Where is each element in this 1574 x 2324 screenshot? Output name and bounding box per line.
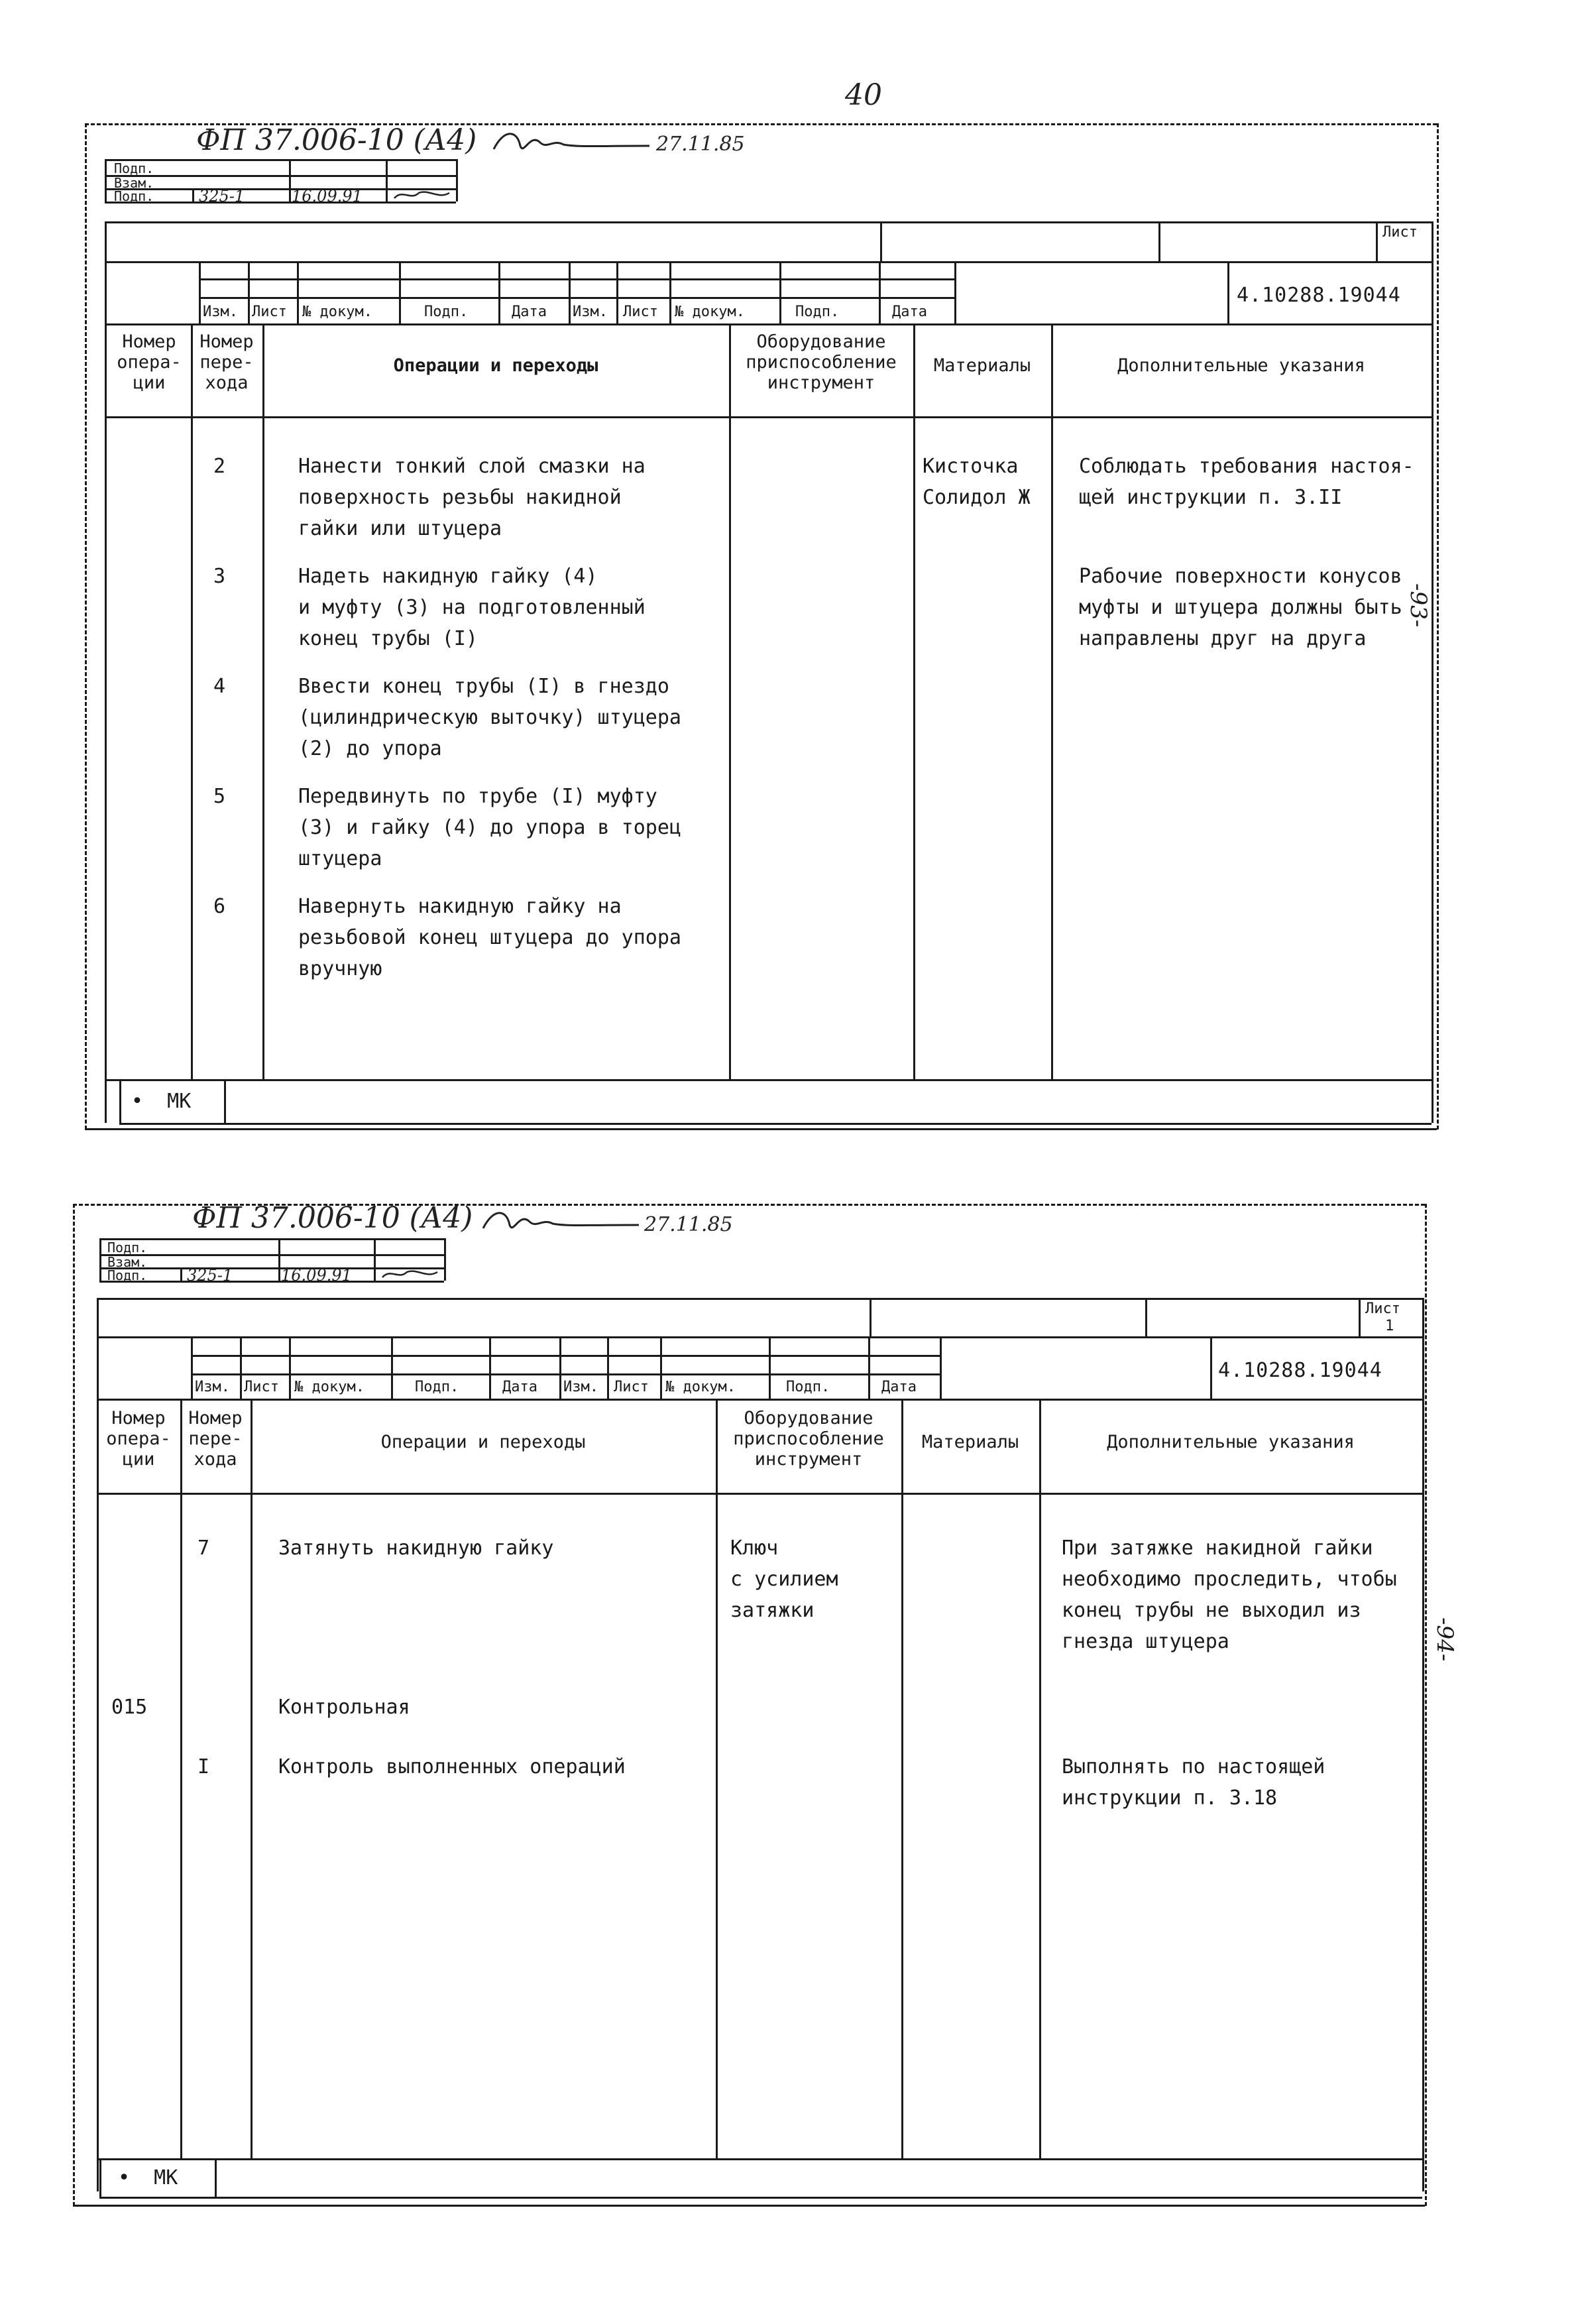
materials-text: Кисточка Солидол Ж — [923, 455, 1031, 509]
stamp-value: 16.09.91 — [292, 187, 363, 205]
revision-label: Лист — [623, 304, 658, 320]
side-page-number: -94- — [1432, 1617, 1458, 1662]
step-number: 3 — [213, 565, 226, 588]
revision-label: Подп. — [424, 304, 469, 320]
header-operations: Операции и переходы — [393, 355, 598, 376]
signature-date: 27.11.85 — [644, 1213, 733, 1236]
operation-text: Контроль выполненных операций — [278, 1755, 626, 1778]
footer-mark: • МК — [118, 2166, 178, 2189]
notes-text: Соблюдать требования настоя- щей инструкции п. 3.II — [1079, 455, 1414, 509]
sheet-label: Лист — [1365, 1301, 1400, 1317]
notes-text: Выполнять по настоящей инструкции п. 3.18 — [1062, 1755, 1325, 1810]
footer-mark: • МК — [131, 1090, 192, 1113]
revision-label: № докум. — [294, 1379, 365, 1395]
notes-text: Рабочие поверхности конусов муфты и штуцера должны быть направлены друг на друга — [1079, 565, 1402, 650]
header-op-no: Номер опера-ции — [106, 1408, 171, 1470]
revision-label: Дата — [892, 304, 927, 320]
form-code: ФП 37.006-10 (А4) — [196, 123, 477, 157]
side-page-number: -93- — [1405, 583, 1432, 628]
revision-label: Подп. — [786, 1379, 830, 1395]
operation-text: Передвинуть по трубе (I) муфту (3) и гайку (4) до упора в торец штуцера — [298, 785, 681, 870]
step-number: 7 — [197, 1537, 210, 1560]
sheet-number: 1 — [1385, 1318, 1394, 1334]
header-notes: Дополнительные указания — [1117, 355, 1365, 376]
header-equipment: Оборудование приспособление инструмент — [746, 331, 897, 394]
signature — [490, 126, 656, 159]
signature — [480, 1205, 646, 1238]
header-materials: Материалы — [933, 355, 1031, 376]
revision-label: Дата — [502, 1379, 537, 1395]
revision-label: № докум. — [665, 1379, 736, 1395]
step-number: I — [197, 1755, 210, 1778]
header-equipment: Оборудование приспособление инструмент — [733, 1408, 884, 1470]
page-top-number: 40 — [845, 78, 882, 112]
stamp-label: Подп. — [114, 188, 154, 204]
revision-label: № докум. — [302, 304, 372, 320]
header-step-no: Номер пере-хода — [199, 331, 254, 394]
revision-label: Изм. — [195, 1379, 230, 1395]
stamp-label: Взам. — [114, 175, 154, 191]
operation-text: Навернуть накидную гайку на резьбовой конец штуцера до упора вручную — [298, 895, 681, 980]
revision-label: Изм. — [573, 304, 608, 320]
header-step-no: Номер пере-хода — [188, 1408, 243, 1470]
equipment-text: Ключ с усилием затяжки — [730, 1537, 838, 1622]
revision-label: Лист — [252, 304, 287, 320]
stamp-label: Подп. — [107, 1240, 148, 1255]
operation-text: Ввести конец трубы (I) в гнездо (цилиндрическую выточку) штуцера (2) до упора — [298, 675, 681, 760]
step-number: 5 — [213, 785, 226, 808]
header-operations: Операции и переходы — [380, 1432, 586, 1452]
stamp-label: Подп. — [107, 1267, 148, 1283]
stamp-label: Подп. — [114, 160, 154, 176]
revision-label: Изм. — [563, 1379, 598, 1395]
operation-number: 015 — [111, 1696, 148, 1719]
operation-text: Надеть накидную гайку (4) и муфту (3) на подготовленный конец трубы (I) — [298, 565, 646, 650]
revision-label: Дата — [512, 304, 547, 320]
revision-label: Дата — [881, 1379, 917, 1395]
header-materials: Материалы — [921, 1432, 1019, 1452]
form-code: ФП 37.006-10 (А4) — [192, 1201, 473, 1235]
stamp-value: 325-1 — [199, 187, 245, 205]
sheet-label: Лист — [1382, 224, 1418, 241]
revision-label: Лист — [614, 1379, 649, 1395]
operation-text: Затянуть накидную гайку — [278, 1537, 554, 1560]
step-number: 2 — [213, 455, 226, 478]
revision-label: Подп. — [795, 304, 840, 320]
stamp-signature — [380, 1267, 440, 1281]
revision-label: № докум. — [675, 304, 745, 320]
operation-text: Контрольная — [278, 1696, 410, 1719]
operation-text: Нанести тонкий слой смазки на поверхность резьбы накидной гайки или штуцера — [298, 455, 646, 540]
notes-text: При затяжке накидной гайки необходимо проследить, чтобы конец трубы не выходил из гнезда штуцера — [1062, 1537, 1397, 1653]
revision-label: Подп. — [415, 1379, 459, 1395]
revision-label: Изм. — [203, 304, 238, 320]
stamp-value: 325-1 — [187, 1266, 233, 1285]
step-number: 4 — [213, 675, 226, 698]
header-op-no: Номер опера-ции — [117, 331, 182, 394]
stamp-value: 16.09.91 — [281, 1266, 352, 1285]
header-notes: Дополнительные указания — [1107, 1432, 1355, 1452]
doc-number: 4.10288.19044 — [1237, 284, 1401, 307]
stamp-label: Взам. — [107, 1254, 148, 1270]
revision-label: Лист — [244, 1379, 279, 1395]
signature-date: 27.11.85 — [656, 133, 745, 156]
step-number: 6 — [213, 895, 226, 918]
stamp-signature — [392, 188, 452, 202]
doc-number: 4.10288.19044 — [1218, 1359, 1382, 1382]
